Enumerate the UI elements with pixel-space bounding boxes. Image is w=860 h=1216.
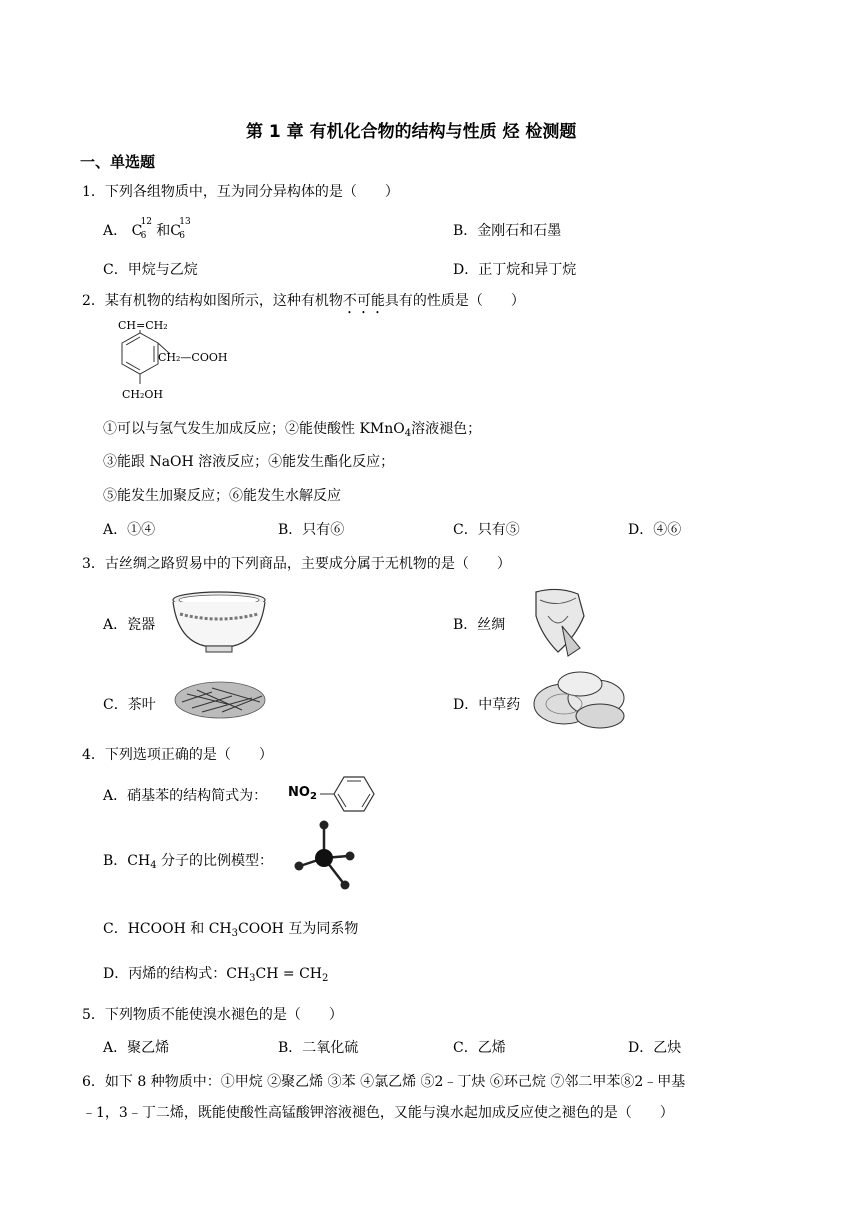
q4-option-d[interactable]: D．丙烯的结构式：$CH_3CH = CH_2$ [103, 966, 329, 984]
question-6-line-2: ﹣1，3﹣丁二烯，既能使酸性高锰酸钾溶液褪色，又能与溴水起加成反应使之褪色的是（ ） [82, 1105, 674, 1121]
q2-structure-diagram [100, 318, 228, 408]
q3-option-d[interactable]: D．中草药 [453, 697, 521, 713]
q1-option-a-letter: A． [103, 223, 128, 239]
q1-option-a[interactable] [103, 217, 191, 241]
q1-option-c[interactable]: C．甲烷与乙烷 [103, 262, 198, 278]
q1-option-b[interactable]: B．金刚石和石墨 [453, 223, 562, 239]
porcelain-bowl-image [170, 590, 268, 656]
herbal-medicine-image [530, 668, 630, 730]
struct-bottom: CH₂OH [122, 388, 164, 401]
methane-ball-stick-model [292, 818, 362, 894]
page-title: 第 1 章 有机化合物的结构与性质 烃 检测题 [246, 122, 577, 142]
question-6-line-1: 6．如下 8 种物质中：①甲烷 ②聚乙烯 ③苯 ④氯乙烯 ⑤2﹣丁炔 ⑥环己烷 ⑦邻二甲苯⑧2﹣甲基 [82, 1074, 686, 1090]
q5-option-b[interactable]: B．二氧化硫 [278, 1040, 359, 1056]
q2-option-a[interactable]: A．①④ [103, 522, 156, 538]
question-2-stem: 2．某有机物的结构如图所示，这种有机物不可能具有的性质是（ ） [82, 293, 525, 309]
emphasis-not-possible: 不可能 [342, 293, 385, 309]
q2-option-c[interactable]: C．只有⑤ [453, 522, 520, 538]
section-heading: 一、单选题 [80, 153, 156, 171]
question-4-stem: 4．下列选项正确的是（ ） [82, 747, 273, 763]
q4-option-c[interactable]: C．HCOOH 和 $CH_3COOH$ 互为同系物 [103, 921, 359, 939]
q1-option-d[interactable]: D．正丁烷和异丁烷 [453, 262, 577, 278]
q3-option-c[interactable]: C．茶叶 [103, 697, 156, 713]
q5-option-d[interactable]: D．乙炔 [628, 1040, 682, 1056]
q2-line-1: ①可以与氢气发生加成反应；②能使酸性 KMnO$_4$溶液褪色； [103, 421, 482, 439]
q2-line-2: ③能跟 NaOH 溶液反应；④能发生酯化反应； [103, 454, 395, 470]
q4-nitro-group: $NO_2$ [288, 785, 317, 802]
q3-option-b[interactable]: B．丝绸 [453, 617, 506, 633]
q3-option-a[interactable]: A．瓷器 [103, 617, 156, 633]
q5-option-c[interactable]: C．乙烯 [453, 1040, 506, 1056]
question-1-stem: 1．下列各组物质中，互为同分异构体的是（ ） [82, 184, 399, 200]
q1-isotope-2: C 13 6 [170, 217, 191, 241]
question-3-stem: 3．古丝绸之路贸易中的下列商品，主要成分属于无机物的是（ ） [82, 556, 511, 572]
struct-side: CH₂—COOH [158, 351, 228, 364]
q2-line-3: ⑤能发生加聚反应；⑥能发生水解反应 [103, 488, 341, 504]
q4-option-b[interactable]: B．$CH_4$ 分子的比例模型： [103, 853, 274, 871]
q2-option-d[interactable]: D．④⑥ [628, 522, 682, 538]
struct-top: CH=CH₂ [118, 319, 168, 332]
q2-option-b[interactable]: B．只有⑥ [278, 522, 345, 538]
benzene-ring-icon [314, 774, 380, 814]
q1-isotope-1: C 12 6 [131, 217, 153, 241]
q1-and: 和 [156, 223, 171, 239]
q4-option-a[interactable]: A．硝基苯的结构简式为： [103, 788, 268, 804]
tea-leaves-image [172, 672, 268, 722]
question-5-stem: 5．下列物质不能使溴水褪色的是（ ） [82, 1007, 343, 1023]
q5-option-a[interactable]: A．聚乙烯 [103, 1040, 170, 1056]
silk-scarf-image [528, 586, 594, 658]
